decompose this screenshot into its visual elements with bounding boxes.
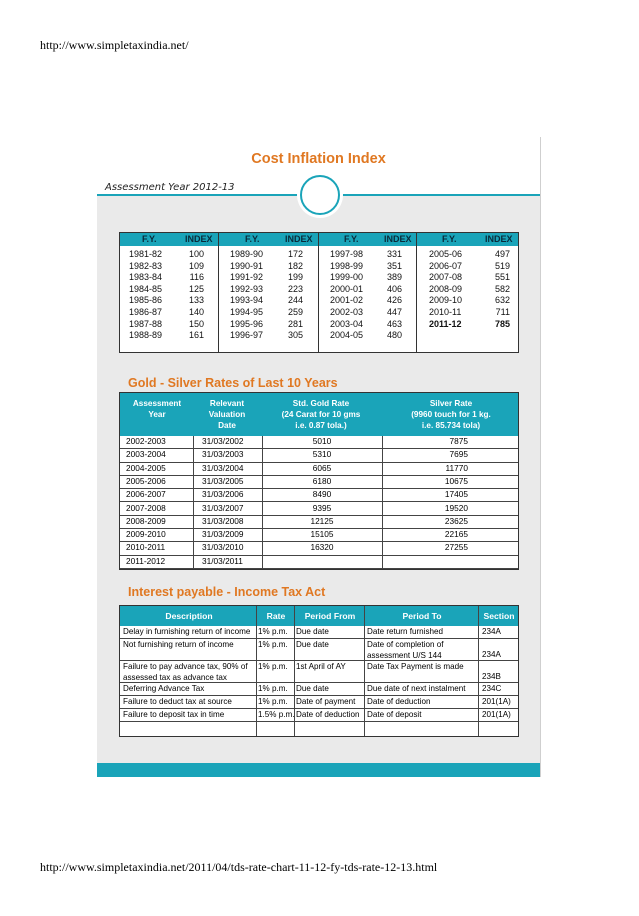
cii-fy-cell: 2005-06 <box>429 249 463 259</box>
interest-description-cell: Deferring Advance Tax <box>123 684 205 693</box>
column-divider <box>218 233 219 352</box>
cii-index-cell: 406 <box>386 283 402 294</box>
interest-to-cell: Due date of next instalment <box>367 684 466 693</box>
cii-index-cell: 331 <box>386 249 402 259</box>
interest-section-cell: 201(1A) <box>482 697 511 706</box>
cii-fy-cell: 2009-10 <box>429 295 463 306</box>
interest-section-cell: 234A <box>482 627 501 636</box>
cii-index-cell: 785 <box>494 318 510 329</box>
cii-index-cell: 100 <box>188 249 204 259</box>
source-url-bottom[interactable]: http://www.simpletaxindia.net/2011/04/tds-rate-chart-11-12-fy-tds-rate-12-13.html <box>40 860 438 874</box>
cii-index-cell: 109 <box>188 260 204 271</box>
interest-from-cell: Due date <box>296 640 329 649</box>
interest-section-cell: 234A <box>482 650 501 659</box>
cii-header-row <box>120 233 518 246</box>
cii-header-index: INDEX <box>285 234 313 244</box>
table-row <box>120 449 518 462</box>
ring-ornament <box>300 175 340 215</box>
silver-header-rate: Silver Rate (9960 touch for 1 kg. i.e. 85.734 tola) <box>411 399 491 430</box>
cii-fy-cell: 1991-92 <box>230 272 264 283</box>
gold-date-cell: 31/03/2003 <box>202 449 244 460</box>
cii-index-cell: 389 <box>386 272 402 283</box>
cii-index-cell: 351 <box>386 260 402 271</box>
gold-date-cell: 31/03/2008 <box>202 515 244 526</box>
interest-title: Interest payable - Income Tax Act <box>128 585 326 599</box>
gold-year-cell: 2003-2004 <box>126 449 166 460</box>
gold-date-cell: 31/03/2011 <box>202 555 243 566</box>
column-divider <box>416 233 417 352</box>
interest-header-rate: Rate <box>266 611 286 621</box>
interest-from-cell: Date of payment <box>296 697 356 706</box>
interest-header-description: Description <box>165 611 213 621</box>
cii-index-cell: 172 <box>287 249 303 259</box>
cii-index-cell: 582 <box>494 283 510 294</box>
cii-fy-cell: 1999-00 <box>330 272 364 283</box>
cii-index-cell: 632 <box>494 295 510 306</box>
column-divider <box>364 606 365 736</box>
cii-fy-cell: 2002-03 <box>330 307 364 317</box>
cii-index-cell: 223 <box>287 283 303 294</box>
silver-rate-cell: 27255 <box>444 542 468 553</box>
interest-to-cell: Date Tax Payment is made <box>367 662 464 671</box>
table-row <box>120 709 518 722</box>
silver-rate-cell: 23625 <box>444 515 468 526</box>
cii-fy-cell: 1985-86 <box>129 295 163 306</box>
interest-to-cell: Date return furnished <box>367 627 444 636</box>
cii-fy-cell: 1992-93 <box>230 283 264 294</box>
cii-index-cell: 281 <box>287 318 303 329</box>
gold-rate-cell: 12125 <box>310 515 334 526</box>
cii-index-cell: 199 <box>287 272 303 283</box>
cii-fy-cell: 2008-09 <box>429 283 463 294</box>
interest-section-cell: 234C <box>482 684 502 693</box>
gold-header-year: Assessment Year <box>132 399 182 419</box>
gold-year-cell: 2010-2011 <box>126 542 166 553</box>
cii-header-fy: F.Y. <box>344 234 359 244</box>
cii-fy-cell: 1986-87 <box>129 307 163 317</box>
gold-date-cell: 31/03/2007 <box>202 502 244 513</box>
tax-reference-card <box>97 137 541 777</box>
gold-year-cell: 2005-2006 <box>126 475 166 486</box>
interest-to-cell: Date of deposit <box>367 710 422 719</box>
interest-from-cell: Date of deduction <box>296 710 360 719</box>
cii-index-cell: 133 <box>188 295 204 306</box>
gold-rate-cell: 15105 <box>310 529 334 540</box>
cii-fy-cell: 1995-96 <box>230 318 264 329</box>
gold-header-rate: Std. Gold Rate (24 Carat for 10 gms i.e. 0.87 tola.) <box>281 399 361 430</box>
cii-index-cell: 551 <box>494 272 510 283</box>
cii-fy-cell: 2011-12 <box>429 318 462 329</box>
cii-index-cell: 182 <box>287 260 303 271</box>
cii-index-cell: 140 <box>188 307 204 317</box>
gold-year-cell: 2009-2010 <box>126 529 166 540</box>
interest-rate-cell: 1% p.m. <box>258 684 288 693</box>
gold-year-cell: 2007-2008 <box>126 502 166 513</box>
gold-date-cell: 31/03/2005 <box>202 475 244 486</box>
cii-fy-cell: 1989-90 <box>230 249 264 259</box>
cii-fy-cell: 1998-99 <box>330 260 364 271</box>
gold-rate-cell: 6180 <box>312 475 332 486</box>
cii-fy-cell: 1987-88 <box>129 318 163 329</box>
cii-index-cell: 244 <box>287 295 303 306</box>
cii-index-cell: 426 <box>386 295 402 306</box>
interest-to-cell: Date of deduction <box>367 697 431 706</box>
cii-index-cell: 447 <box>386 307 402 317</box>
cii-index-cell: 519 <box>494 260 510 271</box>
silver-rate-cell: 17405 <box>444 489 468 500</box>
cii-fy-cell: 1993-94 <box>230 295 264 306</box>
cii-fy-cell: 1990-91 <box>230 260 264 271</box>
gold-year-cell: 2004-2005 <box>126 462 166 473</box>
column-divider <box>294 606 295 736</box>
cii-index-cell: 305 <box>287 330 303 341</box>
interest-rate-cell: 1% p.m. <box>258 662 288 671</box>
interest-rate-cell: 1% p.m. <box>258 697 288 706</box>
silver-rate-cell: 7695 <box>449 449 468 460</box>
cii-fy-cell: 2006-07 <box>429 260 463 271</box>
column-divider <box>318 233 319 352</box>
table-row <box>120 626 518 639</box>
column-divider <box>193 436 194 569</box>
cii-fy-cell: 1982-83 <box>129 260 163 271</box>
gold-year-cell: 2006-2007 <box>126 489 166 500</box>
table-row <box>120 542 518 555</box>
gold-header-date: Relevant Valuation Date <box>208 399 246 430</box>
cii-fy-cell: 1988-89 <box>129 330 163 341</box>
table-row <box>120 476 518 489</box>
card-subtitle: Assessment Year 2012-13 <box>105 182 235 193</box>
cii-index-cell: 150 <box>188 318 204 329</box>
table-row <box>120 529 518 542</box>
interest-header-to: Period To <box>402 611 442 621</box>
column-divider <box>262 436 263 569</box>
cii-fy-cell: 1994-95 <box>230 307 264 317</box>
interest-rate-cell: 1.5% p.m. <box>258 710 294 719</box>
cii-index-cell: 463 <box>386 318 402 329</box>
gold-rate-cell: 9395 <box>312 502 332 513</box>
interest-header-section: Section <box>483 611 515 621</box>
cii-fy-cell: 2010-11 <box>429 307 462 317</box>
cii-fy-cell: 1984-85 <box>129 283 163 294</box>
cii-index-cell: 497 <box>494 249 510 259</box>
gold-date-cell: 31/03/2004 <box>202 462 244 473</box>
table-row <box>120 556 518 569</box>
gold-year-cell: 2008-2009 <box>126 515 166 526</box>
cii-fy-cell: 1996-97 <box>230 330 264 341</box>
gold-year-cell: 2002-2003 <box>126 436 166 446</box>
cii-index-cell: 116 <box>189 272 204 283</box>
table-row <box>120 683 518 696</box>
table-row <box>120 489 518 502</box>
gold-silver-table <box>119 392 519 570</box>
gold-silver-title: Gold - Silver Rates of Last 10 Years <box>128 376 338 390</box>
table-row <box>120 436 518 449</box>
column-divider <box>478 606 479 736</box>
cii-fy-cell: 2001-02 <box>330 295 364 306</box>
cii-index-cell: 259 <box>287 307 303 317</box>
card-title: Cost Inflation Index <box>251 151 386 167</box>
gold-date-cell: 31/03/2009 <box>202 529 244 540</box>
silver-rate-cell: 19520 <box>444 502 468 513</box>
interest-header-row <box>120 606 518 626</box>
cii-index-cell: 125 <box>188 283 204 294</box>
gold-year-cell: 2011-2012 <box>126 555 166 566</box>
gold-rate-cell: 8490 <box>312 489 332 500</box>
cii-index-cell: 480 <box>386 330 402 341</box>
table-row <box>120 696 518 709</box>
interest-rate-cell: 1% p.m. <box>258 640 288 649</box>
cii-header-fy: F.Y. <box>245 234 260 244</box>
interest-description-cell: Failure to deduct tax at source <box>123 697 232 706</box>
cii-fy-cell: 2004-05 <box>330 330 364 341</box>
table-row <box>120 639 518 661</box>
gold-rate-cell: 16320 <box>310 542 334 553</box>
interest-description-cell: Not furnishing return of income <box>123 640 234 649</box>
interest-table <box>119 605 519 737</box>
interest-header-from: Period From <box>304 611 356 621</box>
cii-fy-cell: 1983-84 <box>129 272 163 283</box>
table-row <box>120 661 518 683</box>
table-row <box>120 516 518 529</box>
cii-fy-cell: 2003-04 <box>330 318 364 329</box>
gold-header-row <box>120 393 518 436</box>
interest-rate-cell: 1% p.m. <box>258 627 288 636</box>
column-divider <box>256 606 257 736</box>
cii-fy-cell: 1997-98 <box>330 249 364 259</box>
interest-description-cell: Delay in furnishing return of income <box>123 627 251 636</box>
column-divider <box>382 436 383 569</box>
cii-header-index: INDEX <box>384 234 412 244</box>
interest-from-cell: 1st April of AY <box>296 662 346 671</box>
interest-from-cell: Due date <box>296 684 329 693</box>
table-row <box>120 503 518 516</box>
silver-rate-cell: 22165 <box>444 529 468 540</box>
cii-header-index: INDEX <box>185 234 213 244</box>
cii-fy-cell: 1981-82 <box>129 249 163 259</box>
cii-fy-cell: 2000-01 <box>330 283 364 294</box>
gold-rate-cell: 5310 <box>312 449 332 460</box>
gold-date-cell: 31/03/2010 <box>202 542 244 553</box>
silver-rate-cell: 10675 <box>444 475 468 486</box>
gold-date-cell: 31/03/2002 <box>202 436 244 446</box>
interest-section-cell: 234B <box>482 672 501 681</box>
card-footer-bar <box>97 763 540 777</box>
source-url-top[interactable]: http://www.simpletaxindia.net/ <box>40 38 189 52</box>
interest-description-cell: Failure to pay advance tax, 90% of assessed tax as advance tax <box>123 662 248 682</box>
cii-fy-cell: 2007-08 <box>429 272 463 283</box>
cii-header-fy: F.Y. <box>442 234 457 244</box>
cii-index-cell: 711 <box>495 307 510 317</box>
gold-rate-cell: 5010 <box>312 436 332 446</box>
gold-rate-cell: 6065 <box>312 462 332 473</box>
silver-rate-cell: 7875 <box>449 436 468 446</box>
cii-header-index: INDEX <box>485 234 513 244</box>
interest-section-cell: 201(1A) <box>482 710 511 719</box>
cii-index-cell: 161 <box>188 330 204 341</box>
gold-date-cell: 31/03/2006 <box>202 489 244 500</box>
interest-description-cell: Failure to deposit tax in time <box>123 710 225 719</box>
cii-table <box>119 232 519 353</box>
table-row <box>120 463 518 476</box>
interest-to-cell: Date of completion of assessment U/S 144 <box>367 640 444 660</box>
cii-header-fy: F.Y. <box>142 234 157 244</box>
silver-rate-cell: 11770 <box>445 462 468 473</box>
interest-from-cell: Due date <box>296 627 329 636</box>
